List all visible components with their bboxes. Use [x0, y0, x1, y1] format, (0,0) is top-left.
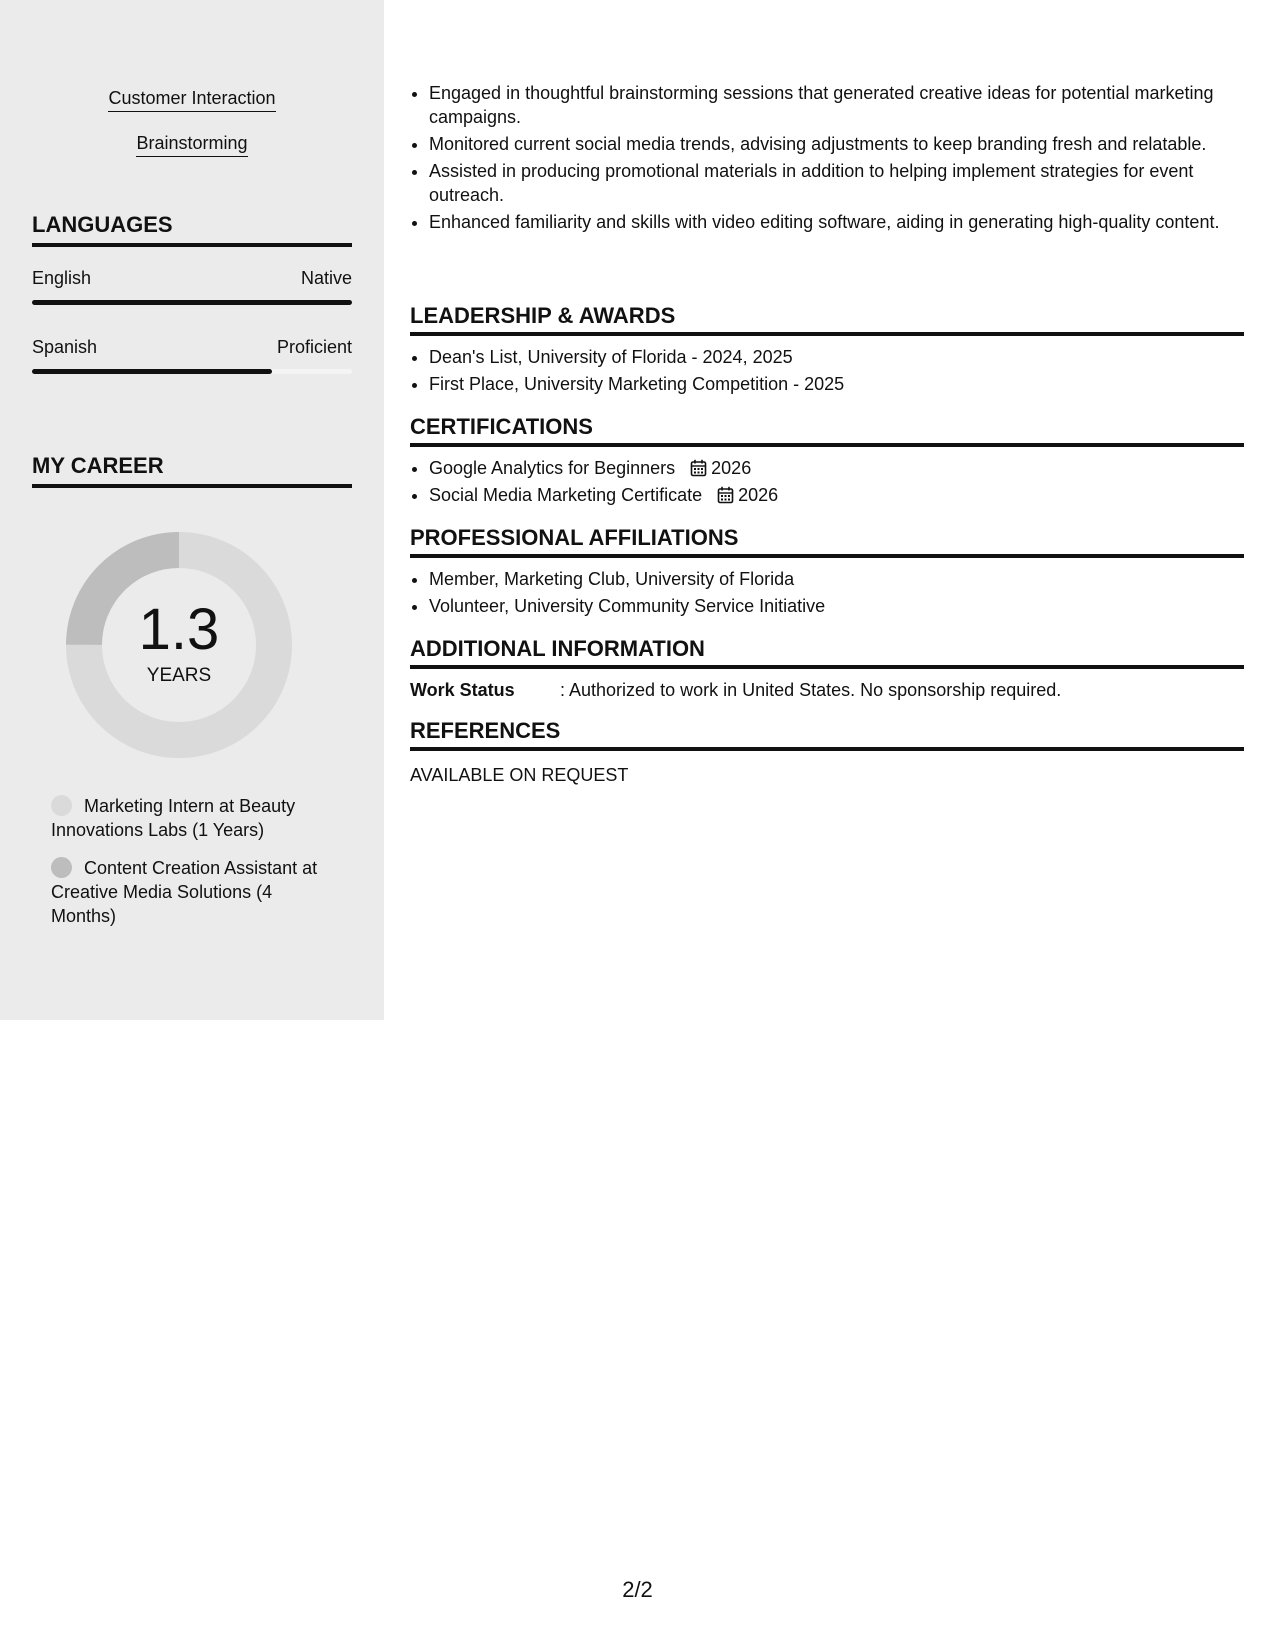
- career-legend-item: [51, 794, 321, 842]
- language-proficiency-bar: [32, 369, 352, 374]
- leadership-heading: LEADERSHIP & AWARDS: [410, 303, 1244, 336]
- work-status-value: : Authorized to work in United States. No sponsorship required.: [560, 680, 1062, 700]
- affiliation-item: • Member, Marketing Club, University of Florida: [429, 567, 1263, 591]
- leadership-item: • Dean's List, University of Florida - 2024, 2025: [429, 345, 1263, 369]
- affiliation-item: • Volunteer, University Community Service Initiative: [429, 594, 1263, 618]
- certifications-heading: CERTIFICATIONS: [410, 414, 1244, 447]
- career-heading: MY CAREER: [32, 453, 352, 488]
- skill-item: [0, 133, 384, 157]
- language-proficiency-fill: [32, 300, 352, 305]
- affiliations-heading: PROFESSIONAL AFFILIATIONS: [410, 525, 1244, 558]
- work-status-row: [410, 680, 1244, 701]
- career-legend-label: Content Creation Assistant at Creative Media Solutions (4 Months): [51, 858, 318, 926]
- leadership-item: • First Place, University Marketing Competition - 2025: [429, 372, 1263, 396]
- calendar-icon: [690, 459, 707, 477]
- skill-label: Customer Interaction: [108, 88, 275, 112]
- career-total-value: 1.3: [138, 597, 220, 662]
- experience-bullet: • Engaged in thoughtful brainstorming sessions that generated creative ideas for potential marketing campaigns.: [429, 81, 1263, 129]
- language-name: Spanish: [32, 337, 98, 357]
- career-legend-item: [51, 856, 321, 928]
- languages-heading: LANGUAGES: [32, 212, 352, 247]
- certification-item: [429, 456, 1263, 480]
- references-text: AVAILABLE ON REQUEST: [410, 765, 629, 785]
- references-heading: REFERENCES: [410, 718, 1244, 751]
- affiliations-list: [410, 567, 1263, 621]
- leadership-list: [410, 345, 1263, 399]
- additional-info-heading: ADDITIONAL INFORMATION: [410, 636, 1244, 669]
- experience-bullets: [410, 81, 1263, 237]
- career-legend-dot: [51, 857, 72, 878]
- language-name: English: [32, 268, 92, 288]
- language-row: [32, 268, 352, 289]
- certifications-list: [410, 456, 1263, 510]
- experience-bullet: • Assisted in producing promotional materials in addition to helping implement strategies for event outreach.: [429, 159, 1263, 207]
- experience-bullet: • Monitored current social media trends, advising adjustments to keep branding fresh and relatable.: [429, 132, 1263, 156]
- work-status-label: Work Status: [410, 680, 515, 700]
- language-level: Native: [300, 268, 352, 288]
- language-proficiency-fill: [32, 369, 272, 374]
- career-total-unit: YEARS: [146, 665, 212, 686]
- language-row: [32, 337, 352, 358]
- language-proficiency-bar: [32, 300, 352, 305]
- page-number: 2/2: [622, 1577, 653, 1602]
- career-legend-label: Marketing Intern at Beauty Innovations Labs (1 Years): [51, 796, 296, 840]
- experience-bullet: • Enhanced familiarity and skills with video editing software, aiding in generating high-quality content.: [429, 210, 1263, 234]
- certification-year: 2026: [711, 458, 752, 478]
- certification-name: Google Analytics for Beginners: [429, 458, 676, 478]
- skill-item: [0, 88, 384, 112]
- certification-item: [429, 483, 1263, 507]
- career-legend-dot: [51, 795, 72, 816]
- language-level: Proficient: [276, 337, 352, 357]
- certification-name: Social Media Marketing Certificate: [429, 485, 703, 505]
- sidebar: [0, 0, 384, 1020]
- skill-label: Brainstorming: [136, 133, 247, 157]
- certification-year: 2026: [738, 485, 779, 505]
- calendar-icon: [717, 486, 734, 504]
